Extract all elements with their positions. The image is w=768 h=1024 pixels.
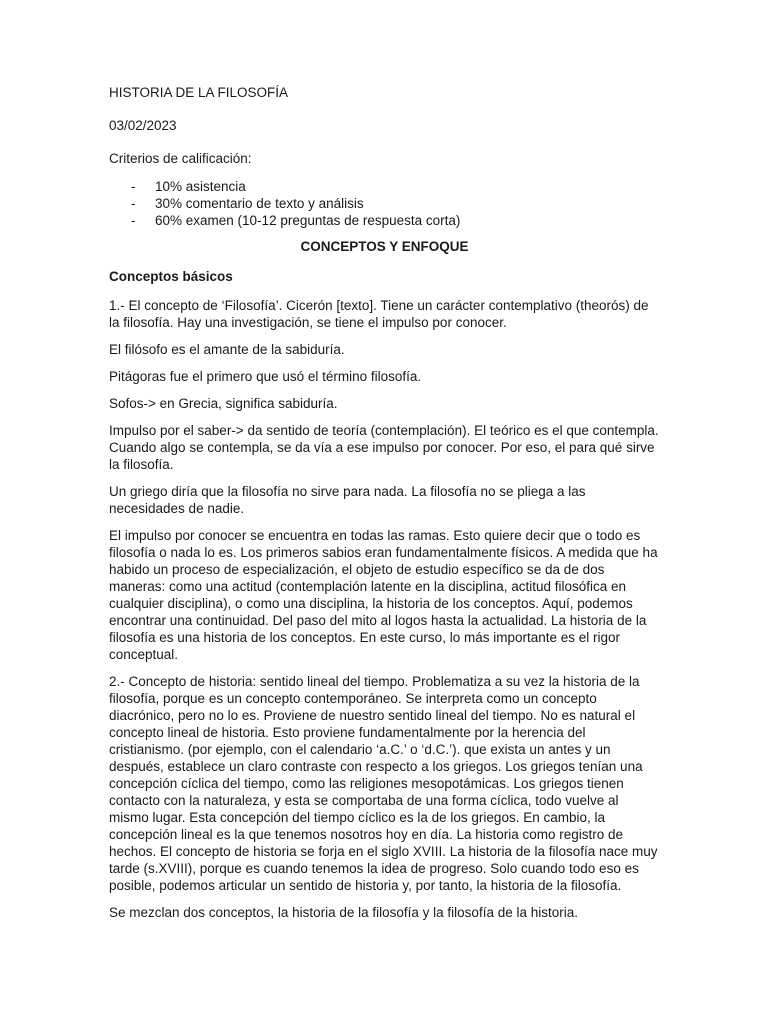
subheading: Conceptos básicos [109, 269, 233, 284]
criteria-text: 10% asistencia [155, 179, 246, 194]
paragraph: 2.- Concepto de historia: sentido lineal del tiempo. Problematiza a su vez la historia de la filosofía, porque es un concepto contemporáneo. Se interpreta como un concepto diacrónico, pero no lo es. Proviene de nuestro sentido lineal del tiempo. No es natural el concepto lineal de historia. Esto proviene fundamentalmente por la herencia del cristianismo. (por ejemplo, con el calendario ‘a.C.’ o ‘d.C.’). que exista un antes y un después, establece un claro contraste con respecto a los griegos. Los griegos tenían una concepción cíclica del tiempo, como las religiones mesopotámicas. Los griegos tienen contacto con la naturaleza, y esta se comportaba de una forma cíclica, todo vuelve al mismo lugar. Esta concepción del tiempo cíclico es la de los griegos. En cambio, la concepción lineal es la que tenemos nosotros hoy en día. La historia como registro de hechos. El concepto de historia se forja en el siglo XVIII. La historia de la filosofía nace muy tarde (s.XVIII), porque es cuando tenemos la idea de progreso. Solo cuando todo eso es posible, podemos articular un sentido de historia y, por tanto, la historia de la filosofía. [109, 674, 658, 893]
criteria-list [109, 178, 660, 229]
criteria-label: Criterios de calificación: [109, 151, 252, 166]
paragraph: Sofos-> en Grecia, significa sabiduría. [109, 396, 338, 411]
section-heading: CONCEPTOS Y ENFOQUE [300, 239, 469, 254]
paragraph: Se mezclan dos conceptos, la historia de la filosofía y la filosofía de la historia. [109, 905, 578, 920]
criteria-text: 60% examen (10-12 preguntas de respuesta corta) [155, 213, 461, 228]
document-date: 03/02/2023 [109, 118, 177, 133]
bullet-dash: - [131, 196, 136, 211]
criteria-item [109, 178, 660, 195]
paragraph: 1.- El concepto de ‘Filosofía’. Cicerón [texto]. Tiene un carácter contemplativo (theorós) de la filosofía. Hay una investigación, se tiene el impulso por conocer. [109, 298, 649, 330]
bullet-dash: - [131, 179, 136, 194]
criteria-item [109, 195, 660, 212]
paragraph: El filósofo es el amante de la sabiduría. [109, 342, 345, 357]
bullet-dash: - [131, 213, 136, 228]
paragraph: Impulso por el saber-> da sentido de teoría (contemplación). El teórico es el que contempla. Cuando algo se contempla, se da vía a ese impulso por conocer. Por eso, el para qué sirve la filosofía. [109, 423, 659, 472]
paragraph: Pitágoras fue el primero que usó el término filosofía. [109, 369, 422, 384]
paragraph: El impulso por conocer se encuentra en todas las ramas. Esto quiere decir que o todo es filosofía o nada lo es. Los primeros sabios eran fundamentalmente físicos. A medida que ha habido un proceso de especialización, el objeto de estudio específico se da de dos maneras: como una actitud (contemplación latente en la disciplina, actitud filosófica en cualquier disciplina), o como una disciplina, la historia de los conceptos. Aquí, podemos encontrar una continuidad. Del paso del mito al logos hasta la actualidad. La historia de la filosofía es una historia de los conceptos. En este curso, lo más importante es el rigor conceptual. [109, 528, 658, 662]
paragraph: Un griego diría que la filosofía no sirve para nada. La filosofía no se pliega a las necesidades de nadie. [109, 484, 586, 516]
criteria-item [109, 212, 660, 229]
criteria-text: 30% comentario de texto y análisis [155, 196, 364, 211]
document-title: HISTORIA DE LA FILOSOFÍA [109, 85, 289, 100]
